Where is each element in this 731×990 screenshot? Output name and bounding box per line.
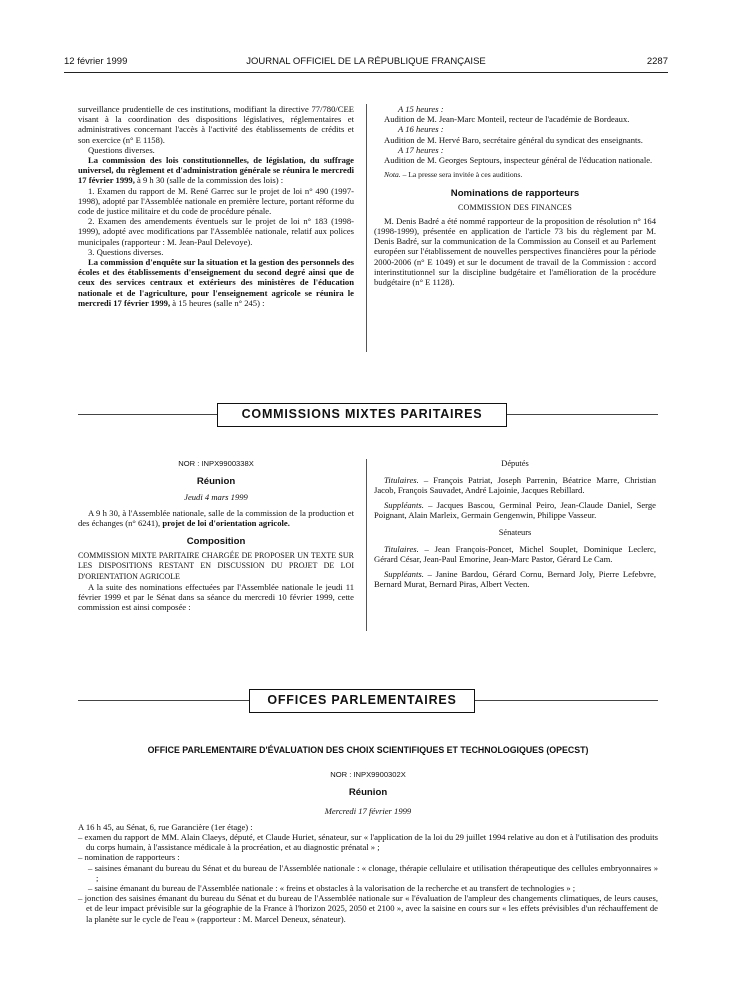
section-heading: Composition	[186, 536, 246, 548]
right-column-top	[374, 104, 656, 287]
section-banner-commissions-mixtes: COMMISSIONS MIXTES PARITAIRES	[217, 403, 507, 427]
column-divider	[366, 104, 367, 352]
paragraph: Audition de M. Jean-Marc Monteil, recteur de l'académie de Bordeaux.	[384, 114, 630, 125]
list-item: – examen du rapport de MM. Alain Claeys, député, et Claude Huriet, sénateur, sur « l'application de la loi du 29 juillet 1994 relative au don et à l'utilisation des produits du corps humain, à l'assistance médicale à la procréation, et au diagnostic prénatal » ;	[78, 832, 658, 853]
time-heading: A 15 heures :	[398, 104, 444, 114]
page-header	[64, 56, 668, 70]
section-banner-offices-parlementaires: OFFICES PARLEMENTAIRES	[249, 689, 475, 713]
paragraph: M. Denis Badré a été nommé rapporteur de la proposition de résolution n° 164 (1998-1999), présentée en application de l'article 73 bis du règlement par M. Denis Badré, sur la communication de la Commission au Conseil et au Parlement européen sur l'établissement de nouvelles perspectives financières pour la période 2000-2006 (n° E 1049) et sur le document de travail de la Commission : accord interinstitutionnel sur la discipline budgétaire et l'amélioration de la procédure budgétaire (n° E 1128).	[374, 215, 656, 288]
nor-reference: NOR : INPX9900302X	[330, 770, 406, 780]
header-rule	[64, 72, 668, 73]
paragraph: La commission des lois constitutionnelles, de législation, du suffrage universel, du règlement et d'administration générale se réunira le mercredi 17 février 1999, à 9 h 30 (salle de la commission des lois) :	[78, 155, 354, 186]
paragraph: A 9 h 30, à l'Assemblée nationale, salle de la commission de la production et des échanges (n° 6241), projet de loi d'orientation agricole.	[78, 507, 354, 528]
commission-caps-title: COMMISSION MIXTE PARITAIRE CHARGÉE DE PROPOSER UN TEXTE SUR LES DISPOSITIONS RESTANT EN DISCUSSION DU PROJET DE LOI D'ORIENTATION AGRICOLE	[78, 551, 354, 581]
group-heading: Sénateurs	[498, 528, 532, 538]
paragraph: 3. Questions diverses.	[88, 246, 164, 257]
header-page-number: 2287	[646, 56, 668, 67]
paragraph: A 16 h 45, au Sénat, 6, rue Garancière (1er étage) :	[78, 821, 253, 832]
meeting-date: Jeudi 4 mars 1999	[184, 492, 248, 503]
left-column-top	[78, 104, 354, 308]
list-item: – saisines émanant du bureau du Sénat et du bureau de l'Assemblée nationale : « clonage, thérapie cellulaire et utilisation thérapeutique des cellules embryonnaires » ;	[88, 862, 658, 883]
time-heading: A 17 heures :	[398, 144, 444, 155]
paragraph: Audition de M. Hervé Baro, secrétaire général du syndicat des enseignants.	[384, 134, 643, 145]
right-column-cmp	[374, 459, 656, 589]
column-divider	[366, 459, 367, 631]
group-heading: Députés	[501, 459, 529, 468]
section-heading: Nominations de rapporteurs	[450, 188, 580, 200]
list-item: – saisine émanant du bureau de l'Assemblée nationale : « freins et obstacles à la valorisation de la recherche et au transfert de technologies » ;	[88, 883, 576, 894]
header-journal-title: JOURNAL OFFICIEL DE LA RÉPUBLIQUE FRANÇAISE	[246, 56, 486, 67]
nor-reference: NOR : INPX9900338X	[178, 459, 254, 468]
header-date: 12 février 1999	[64, 56, 128, 67]
paragraph: Titulaires. – Jean François-Poncet, Michel Souplet, Dominique Leclerc, Gérard César, Jean-Paul Emorine, Jean-Marc Pastor, Gérard Le Cam.	[374, 544, 656, 565]
section-heading: Réunion	[348, 787, 388, 799]
paragraph: Suppléants. – Janine Bardou, Gérard Cornu, Bernard Joly, Pierre Lefebvre, Bernard Murat, Bernard Piras, Albert Vecten.	[374, 568, 656, 589]
office-title: OFFICE PARLEMENTAIRE D'ÉVALUATION DES CHOIX SCIENTIFIQUES ET TECHNOLOGIQUES (OPECST)	[147, 745, 589, 755]
paragraph: 1. Examen du rapport de M. René Garrec sur le projet de loi n° 490 (1997-1998), adopté par l'Assemblée nationale en première lecture, portant réforme du code de justice militaire et du code de procédure pénale.	[78, 185, 354, 217]
time-heading: A 16 heures :	[398, 124, 444, 135]
paragraph: surveillance prudentielle de ces institutions, modifiant la directive 77/780/CEE visant à la coordination des dispositions législatives, réglementaires et administratives concernant l'accès à l'activité des établissements de crédits et son exercice (n° E 1158).	[78, 104, 354, 145]
paragraph: Audition de M. Georges Septours, inspecteur général de l'éducation nationale.	[384, 155, 653, 166]
nota: Nota. – La presse sera invitée à ces auditions.	[384, 170, 523, 180]
paragraph: 2. Examen des amendements éventuels sur le projet de loi n° 183 (1998-1999), adopté avec modifications par l'Assemblée nationale, relatif aux polices municipales (rapporteur : M. Jean-Paul Delevoye).	[78, 216, 354, 247]
left-column-cmp	[78, 459, 354, 612]
paragraph: A la suite des nominations effectuées par l'Assemblée nationale le jeudi 11 février 1999 et par le Sénat dans sa séance du mercredi 10 février 1999, cette commission est ainsi composée :	[78, 581, 354, 613]
list-item: – jonction des saisines émanant du bureau du Sénat et du bureau de l'Assemblée nationale sur « l'évaluation de l'ampleur des changements climatiques, de leurs causes, et de leur impact prévisible sur la géographie de la France à l'horizon 2025, 2050 et 2100 », avec la saisine en cours sur « les effets prévisibles d'un réchauffement de la planète sur le cycle de l'eau » (rapporteur : M. Marcel Deneux, sénateur).	[78, 893, 658, 924]
paragraph: La commission d'enquête sur la situation et la gestion des personnels des écoles et des établissements d'enseignement du second degré ainsi que de ceux des services centraux et extérieurs des ministères de l'éducation nationale et de l'agriculture, pour l'enseignement agricole se réunira le mercredi 17 février 1999, à 15 heures (salle n° 245) :	[78, 257, 354, 308]
section-heading: Réunion	[196, 476, 236, 488]
commission-name: COMMISSION DES FINANCES	[458, 202, 572, 212]
opecst-section	[78, 745, 658, 924]
paragraph: Suppléants. – Jacques Bascou, Germinal Peiro, Jean-Claude Daniel, Serge Poignant, Alain Marleix, Germain Gengenwin, Philippe Vasseur.	[374, 499, 656, 520]
paragraph: Questions diverses.	[88, 144, 155, 155]
list-item: – nomination de rapporteurs :	[78, 852, 180, 863]
paragraph: Titulaires. – François Patriat, Joseph Parrenin, Béatrice Marre, Christian Jacob, François Sauvadet, André Lajoinie, Jacques Rebillard.	[374, 475, 656, 496]
meeting-date: Mercredi 17 février 1999	[324, 805, 412, 816]
